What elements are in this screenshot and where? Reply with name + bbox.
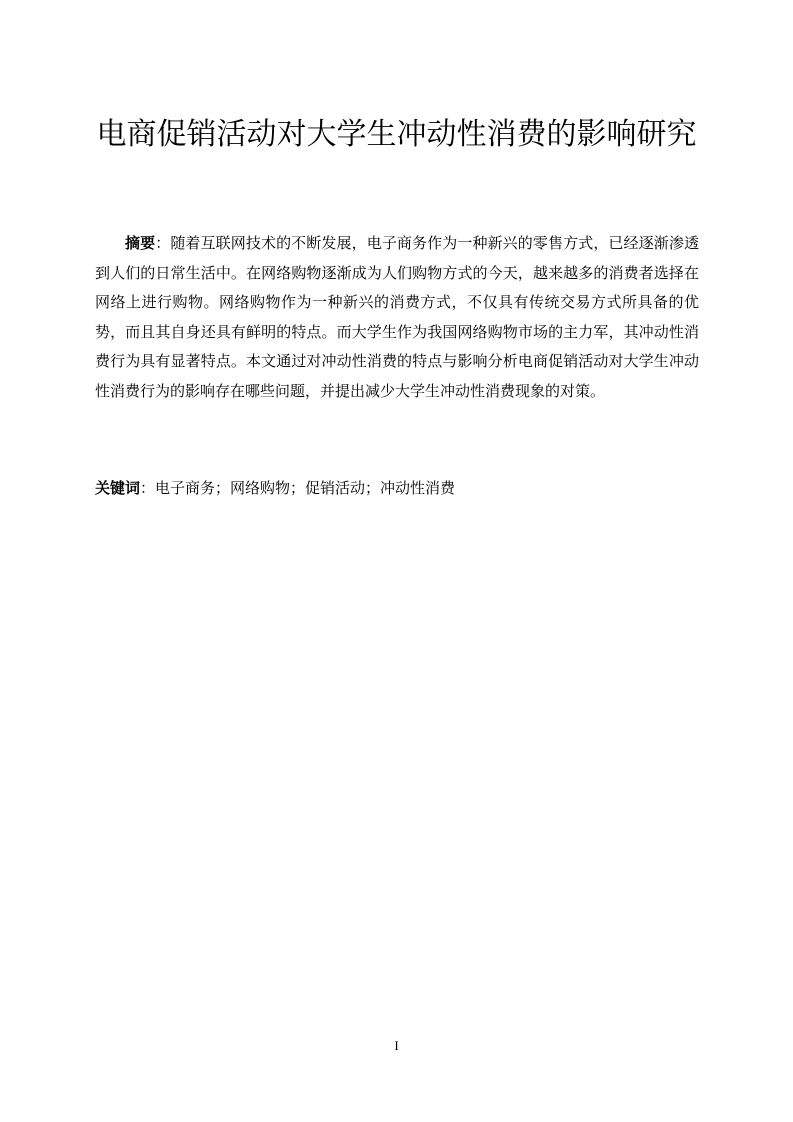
abstract-label: 摘要 — [125, 234, 156, 252]
keywords-label: 关键词 — [95, 479, 141, 497]
keywords-separator: ： — [140, 479, 156, 497]
abstract-text: 随着互联网技术的不断发展，电子商务作为一种新兴的零售方式，已经逐渐渗透到人们的日常生活中。在网络购物逐渐成为人们购物方式的今天，越来越多的消费者选择在网络上进行购物。网络购物作为一种新兴的消费方式，不仅具有传统交易方式所具备的优势，而且其自身还具有鲜明的特点。而大学生作为我国网络购物市场的主力军，其冲动性消费行为具有显著特点。本文通过对冲动性消费的特点与影响分析电商促销活动对大学生冲动性消费行为的影响存在哪些问题，并提出减少大学生冲动性消费现象的对策。 — [95, 234, 699, 400]
keywords-text: 电子商务；网络购物；促销活动；冲动性消费 — [155, 479, 456, 497]
abstract-paragraph — [95, 229, 699, 406]
abstract-separator: ： — [155, 234, 171, 252]
keywords-line — [95, 476, 699, 500]
page-number: I — [394, 1038, 399, 1053]
document-title: 电商促销活动对大学生冲动性消费的影响研究 — [96, 117, 697, 152]
